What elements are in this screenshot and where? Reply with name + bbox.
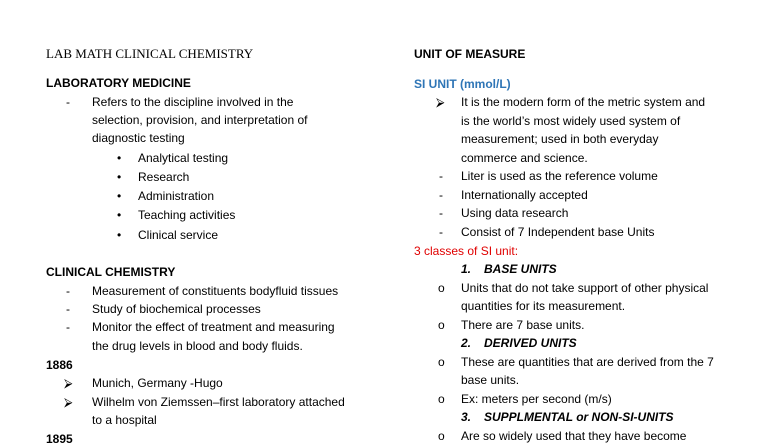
list-item-continuation: base units.	[461, 373, 520, 387]
lab-medicine-def-line: Refers to the discipline involved in the	[92, 95, 294, 109]
list-item-continuation: the drug levels in blood and body fluids.	[92, 339, 303, 353]
circle-bullet-icon: o	[438, 392, 445, 406]
lab-medicine-heading: LABORATORY MEDICINE	[46, 76, 191, 90]
si-description-line: is the world’s most widely used system of	[461, 114, 681, 128]
list-item: Using data research	[461, 206, 569, 220]
list-item: Study of biochemical processes	[92, 302, 261, 316]
class-number: 1.	[461, 262, 472, 276]
list-item: Ex: meters per second (m/s)	[461, 392, 612, 406]
list-item: Internationally accepted	[461, 188, 588, 202]
list-item: These are quantities that are derived from the 7	[461, 355, 714, 369]
arrow-bullet-icon: ⮚	[64, 395, 73, 409]
list-item: Administration	[138, 189, 215, 203]
class-number: 2.	[461, 336, 472, 350]
list-item-continuation: to a hospital	[92, 413, 157, 427]
list-item: Measurement of constituents bodyfluid tissues	[92, 284, 339, 298]
year-heading: 1895	[46, 432, 73, 446]
list-item: Units that do not take support of other physical	[461, 281, 709, 295]
list-item: Munich, Germany -Hugo	[92, 376, 223, 390]
si-description-line: measurement; used in both everyday	[461, 132, 659, 146]
list-item: Wilhelm von Ziemssen–first laboratory attached	[92, 395, 345, 409]
class-name: DERIVED UNITS	[484, 336, 577, 350]
list-item: There are 7 base units.	[461, 318, 585, 332]
dash-marker: -	[66, 95, 70, 109]
dash-marker: -	[439, 188, 443, 202]
dash-marker: -	[66, 320, 70, 334]
dash-marker: -	[439, 206, 443, 220]
si-unit-heading: SI UNIT (mmol/L)	[414, 77, 511, 91]
circle-bullet-icon: o	[438, 318, 445, 332]
si-description-line: commerce and science.	[461, 151, 588, 165]
list-item: Liter is used as the reference volume	[461, 169, 658, 183]
circle-bullet-icon: o	[438, 281, 445, 295]
lab-medicine-def-line: selection, provision, and interpretation of	[92, 113, 308, 127]
bullet-icon: •	[117, 189, 122, 203]
bullet-icon: •	[117, 208, 122, 222]
arrow-bullet-icon: ⮚	[436, 95, 445, 109]
dash-marker: -	[66, 284, 70, 298]
arrow-bullet-icon: ⮚	[64, 376, 73, 390]
circle-bullet-icon: o	[438, 429, 445, 443]
list-item: Research	[138, 170, 190, 184]
bullet-icon: •	[117, 228, 122, 242]
class-name: BASE UNITS	[484, 262, 557, 276]
class-name: SUPPLMENTAL or NON-SI-UNITS	[484, 410, 674, 424]
dash-marker: -	[439, 169, 443, 183]
list-item-continuation: quantities for its measurement.	[461, 299, 626, 313]
class-number: 3.	[461, 410, 472, 424]
si-description-line: It is the modern form of the metric system and	[461, 95, 706, 109]
lab-medicine-def-line: diagnostic testing	[92, 131, 185, 145]
document-title: LAB MATH CLINICAL CHEMISTRY	[46, 46, 254, 61]
circle-bullet-icon: o	[438, 355, 445, 369]
unit-of-measure-title: UNIT OF MEASURE	[414, 47, 526, 61]
list-item: Monitor the effect of treatment and measuring	[92, 320, 335, 334]
bullet-icon: •	[117, 170, 122, 184]
list-item: Clinical service	[138, 228, 219, 242]
dash-marker: -	[439, 225, 443, 239]
list-item: Teaching activities	[138, 208, 236, 222]
list-item: Are so widely used that they have become	[461, 429, 687, 443]
si-classes-heading: 3 classes of SI unit:	[414, 244, 519, 258]
list-item: Analytical testing	[138, 151, 229, 165]
list-item: Consist of 7 Independent base Units	[461, 225, 655, 239]
bullet-icon: •	[117, 151, 122, 165]
clinical-chemistry-heading: CLINICAL CHEMISTRY	[46, 265, 176, 279]
dash-marker: -	[66, 302, 70, 316]
year-heading: 1886	[46, 358, 73, 372]
